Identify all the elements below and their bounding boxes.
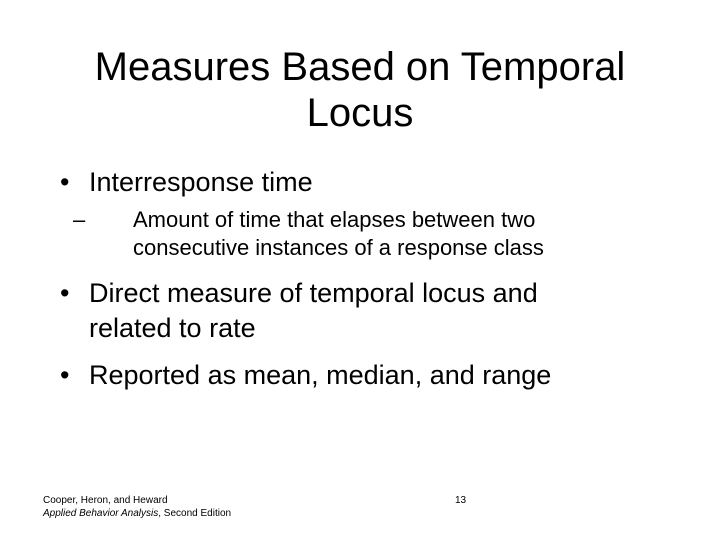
bullet-direct-measure xyxy=(60,276,680,346)
sub-bullet-definition xyxy=(73,206,680,262)
page-number: 13 xyxy=(455,495,467,506)
sub-bullet-marker: – xyxy=(73,207,86,232)
bullet-line-1: Direct measure of temporal locus and xyxy=(89,278,538,308)
footer-citation xyxy=(43,494,231,520)
sub-bullet-line-1: Amount of time that elapses between two xyxy=(133,207,536,232)
footer-authors: Cooper, Heron, and Heward xyxy=(43,495,168,506)
bullet-marker: • xyxy=(60,360,70,390)
footer-book-title: Applied Behavior Analysis xyxy=(43,508,159,519)
footer-edition: , Second Edition xyxy=(158,508,232,519)
bullet-line-2: related to rate xyxy=(89,313,256,343)
bullet-interresponse-time xyxy=(60,165,680,200)
slide-title xyxy=(40,44,680,136)
sub-bullet-line-2: consecutive instances of a response class xyxy=(133,235,544,260)
slide-title-line-2: Locus xyxy=(306,91,414,135)
bullet-text: Reported as mean, median, and range xyxy=(89,360,552,390)
bullet-marker: • xyxy=(60,278,70,308)
slide-title-line-1: Measures Based on Temporal xyxy=(94,45,626,89)
bullet-text: Interresponse time xyxy=(89,167,313,197)
bullet-marker: • xyxy=(60,167,70,197)
bullet-reported-as xyxy=(60,358,680,393)
footer-book xyxy=(43,507,231,520)
slide-body xyxy=(60,165,680,393)
